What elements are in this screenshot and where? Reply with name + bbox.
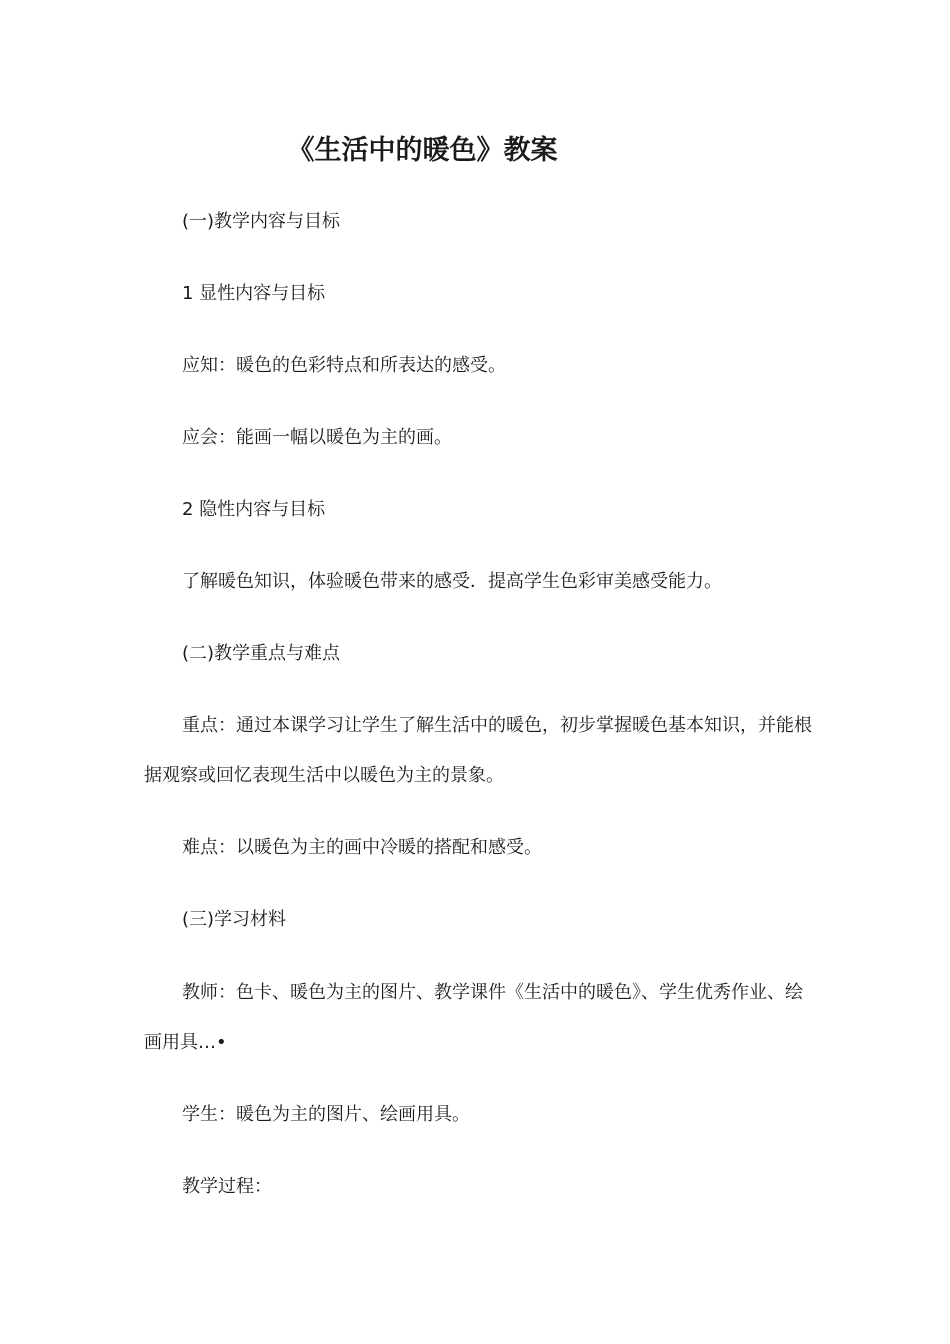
subheading-explicit-goals: 1 显性内容与目标 bbox=[182, 283, 326, 304]
paragraph-student-materials: 学生：暖色为主的图片、绘画用具。 bbox=[182, 1104, 470, 1125]
section-heading-content-goals: (一)教学内容与目标 bbox=[182, 211, 341, 232]
subheading-implicit-goals: 2 隐性内容与目标 bbox=[182, 499, 326, 520]
paragraph-should-know: 应知：暖色的色彩特点和所表达的感受。 bbox=[182, 355, 506, 376]
paragraph-teacher-materials: 教师：色卡、暖色为主的图片、教学课件《生活中的暖色》、学生优秀作业、绘画用具…• bbox=[144, 982, 803, 1053]
paragraph-implicit-goals: 了解暖色知识，体验暖色带来的感受．提高学生色彩审美感受能力。 bbox=[182, 571, 722, 592]
document-title: 《生活中的暖色》教案 bbox=[287, 135, 558, 166]
paragraph-difficulty: 难点：以暖色为主的画中冷暖的搭配和感受。 bbox=[182, 837, 542, 858]
section-heading-materials: (三)学习材料 bbox=[182, 909, 287, 930]
paragraph-key-point: 重点：通过本课学习让学生了解生活中的暖色，初步掌握暖色基本知识，并能根据观察或回忆表现生活中以暖色为主的景象。 bbox=[144, 715, 812, 786]
paragraph-should-do: 应会：能画一幅以暖色为主的画。 bbox=[182, 427, 452, 448]
section-heading-key-points: (二)教学重点与难点 bbox=[182, 643, 341, 664]
paragraph-teaching-process: 教学过程： bbox=[182, 1176, 272, 1197]
